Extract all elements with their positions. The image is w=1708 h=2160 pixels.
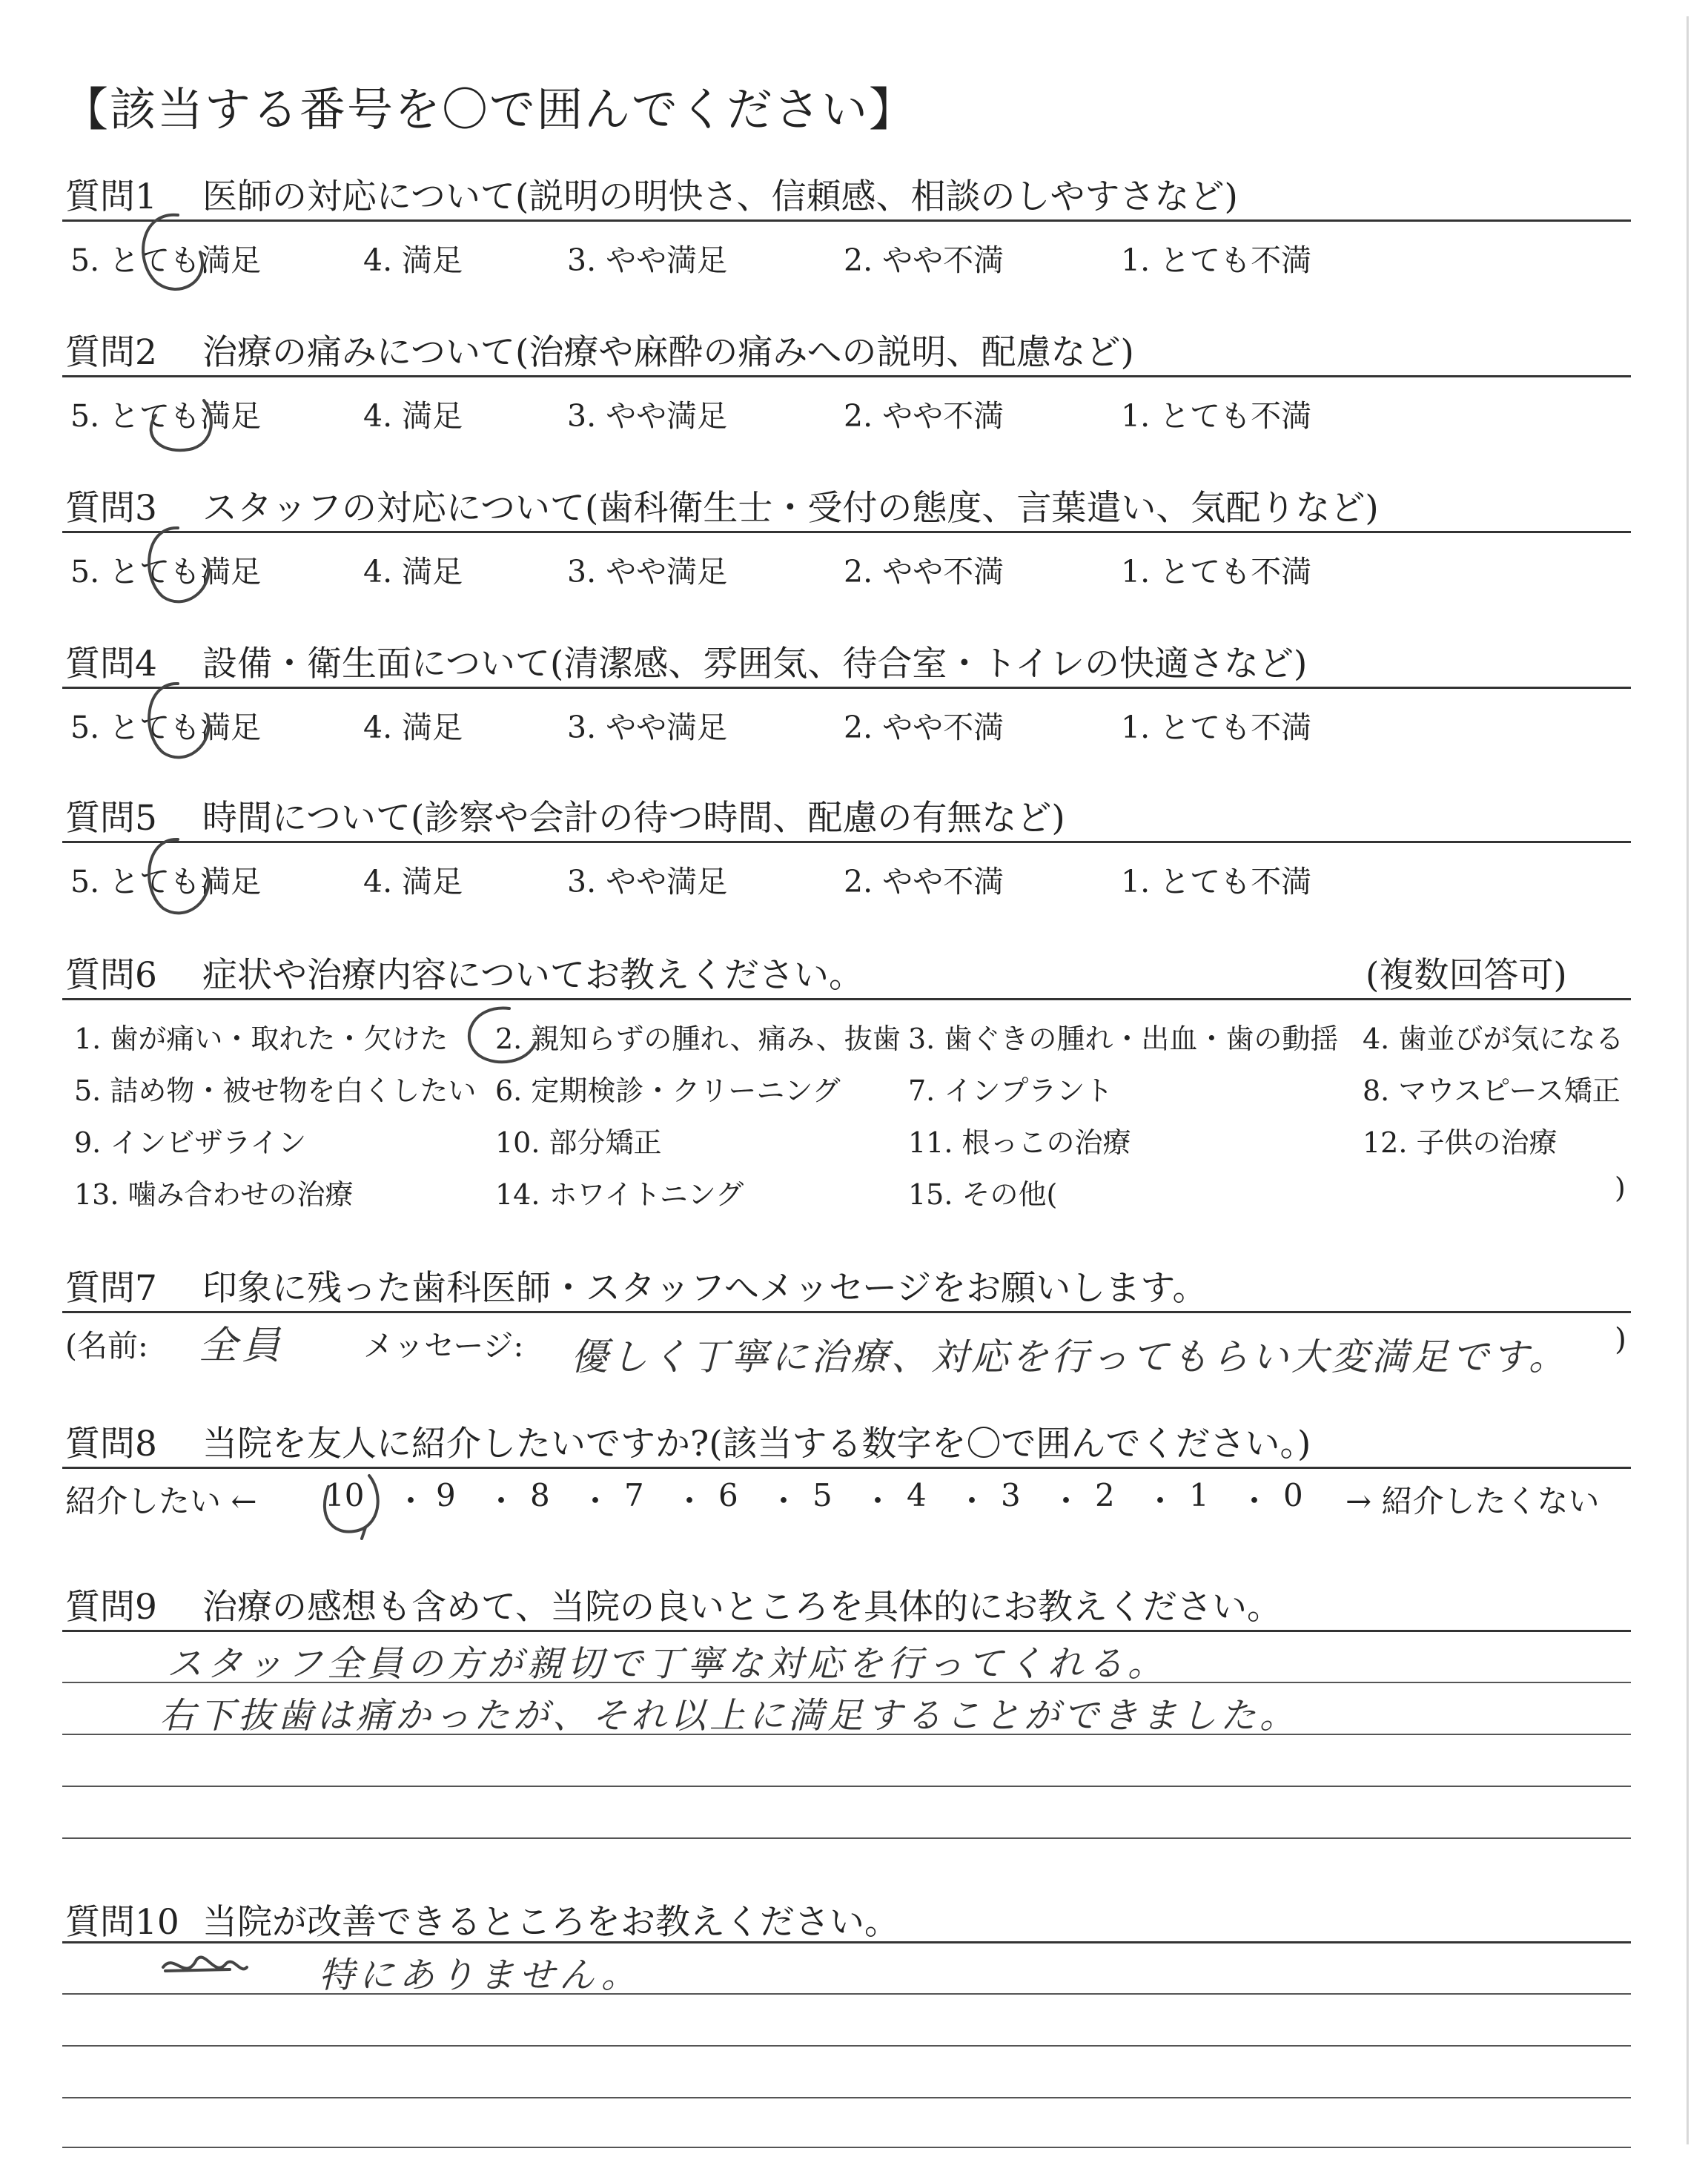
divider	[62, 1467, 1631, 1469]
score-3[interactable]: 3	[1001, 1477, 1021, 1513]
question-number: 質問5	[65, 798, 157, 839]
scale-dot: ・	[956, 1483, 988, 1519]
multiple-answers-note: (複数回答可)	[1366, 955, 1567, 996]
q3-option-4[interactable]: 4. 満足	[363, 554, 463, 589]
scale-dot: ・	[1239, 1483, 1271, 1519]
q10-answer-line-1[interactable]: 特にありません。	[319, 1955, 641, 1996]
scale-dot: ・	[674, 1483, 706, 1519]
score-10[interactable]: 10	[325, 1477, 365, 1513]
question-8	[65, 1416, 1311, 1466]
answer-line	[62, 1837, 1631, 1839]
question-text: 当院が改善できるところをお教えください。	[202, 1902, 899, 1943]
message-label: メッセージ:	[363, 1328, 524, 1364]
q5-selection-circle	[130, 830, 219, 927]
divider	[62, 687, 1631, 689]
score-2[interactable]: 2	[1095, 1477, 1115, 1513]
q8-selection-circle	[310, 1464, 391, 1539]
recommend-left-label: 紹介したい ←	[65, 1483, 257, 1519]
question-text: 設備・衛生面について(清潔感、雰囲気、待合室・トイレの快適さなど)	[202, 644, 1308, 684]
message-close-paren: )	[1615, 1321, 1626, 1357]
q3-selection-circle	[130, 519, 219, 615]
scale-dot: ・	[1145, 1483, 1176, 1519]
question-text: 症状や治療内容についてお教えください。	[202, 955, 864, 996]
question-text: 医師の対応について(説明の明快さ、信頼感、相談のしやすさなど)	[202, 176, 1238, 217]
q6-option-15[interactable]: 15. その他(	[908, 1178, 1058, 1211]
q6-option-3[interactable]: 3. 歯ぐきの腫れ・出血・歯の動揺	[908, 1023, 1339, 1055]
question-text: 印象に残った歯科医師・スタッフへメッセージをお願いします。	[202, 1268, 1208, 1309]
answer-line	[62, 2147, 1631, 2148]
q4-option-1[interactable]: 1. とても不満	[1121, 710, 1312, 745]
q4-option-5[interactable]: 5. とても満足	[70, 710, 262, 745]
q2-option-4[interactable]: 4. 満足	[363, 398, 463, 434]
question-number: 質問4	[65, 644, 157, 684]
q2-selection-circle	[133, 386, 222, 460]
q6-option-1[interactable]: 1. 歯が痛い・取れた・欠けた	[74, 1023, 448, 1055]
q6-option-6[interactable]: 6. 定期検診・クリーニング	[495, 1074, 841, 1107]
score-7[interactable]: 7	[624, 1477, 644, 1513]
question-3	[65, 480, 1379, 530]
score-4[interactable]: 4	[907, 1477, 927, 1513]
q5-option-3[interactable]: 3. やや満足	[567, 864, 728, 899]
divider	[62, 531, 1631, 533]
q2-option-2[interactable]: 2. やや不満	[844, 398, 1004, 434]
page-title: 【該当する番号を〇で囲んでください】	[62, 82, 917, 136]
q4-option-4[interactable]: 4. 満足	[363, 710, 463, 745]
q3-option-5[interactable]: 5. とても満足	[70, 554, 262, 589]
question-text: 治療の感想も含めて、当院の良いところを具体的にお教えください。	[202, 1587, 1282, 1628]
question-1	[65, 169, 1238, 219]
score-8[interactable]: 8	[530, 1477, 550, 1513]
score-6[interactable]: 6	[718, 1477, 738, 1513]
question-number: 質問2	[65, 332, 157, 373]
score-9[interactable]: 9	[436, 1477, 456, 1513]
question-number: 質問6	[65, 955, 157, 996]
q6-option-12[interactable]: 12. 子供の治療	[1363, 1126, 1558, 1159]
question-number: 質問7	[65, 1268, 157, 1309]
q5-option-1[interactable]: 1. とても不満	[1121, 864, 1312, 899]
scale-dot: ・	[486, 1483, 517, 1519]
scribbled-out-text	[159, 1949, 248, 1986]
q5-option-2[interactable]: 2. やや不満	[844, 864, 1004, 899]
question-text: 治療の痛みについて(治療や麻酔の痛みへの説明、配慮など)	[202, 332, 1134, 373]
q6-option-7[interactable]: 7. インプラント	[908, 1074, 1113, 1107]
question-9	[65, 1579, 1282, 1629]
recommend-right-label: → 紹介したくない	[1345, 1483, 1600, 1519]
q1-selection-circle	[126, 208, 215, 304]
q6-option-9[interactable]: 9. インビザライン	[74, 1126, 307, 1159]
q6-option-2[interactable]: 2. 親知らずの腫れ、痛み、抜歯	[495, 1023, 901, 1055]
q3-option-2[interactable]: 2. やや不満	[844, 554, 1004, 589]
score-1[interactable]: 1	[1189, 1477, 1209, 1513]
name-label: (名前:	[65, 1328, 148, 1364]
q5-option-4[interactable]: 4. 満足	[363, 864, 463, 899]
q1-option-5[interactable]: 5. とても満足	[70, 242, 262, 278]
score-5[interactable]: 5	[812, 1477, 833, 1513]
question-number: 質問3	[65, 488, 157, 529]
divider	[62, 1311, 1631, 1313]
q6-option-4[interactable]: 4. 歯並びが気になる	[1363, 1023, 1624, 1055]
scale-dot: ・	[768, 1483, 800, 1519]
score-0[interactable]: 0	[1283, 1477, 1303, 1513]
q6-option-8[interactable]: 8. マウスピース矯正	[1363, 1074, 1621, 1107]
question-6	[65, 948, 864, 997]
question-number: 質問10	[65, 1902, 179, 1943]
q9-answer-line-1[interactable]: スタッフ全員の方が親切で丁寧な対応を行ってくれる。	[167, 1643, 1168, 1685]
question-text: 時間について(診察や会計の待つ時間、配慮の有無など)	[202, 798, 1065, 839]
q1-option-2[interactable]: 2. やや不満	[844, 242, 1004, 278]
divider	[62, 1630, 1631, 1632]
answer-line	[62, 2097, 1631, 2098]
q6-option-14[interactable]: 14. ホワイトニング	[495, 1178, 744, 1211]
q3-option-3[interactable]: 3. やや満足	[567, 554, 728, 589]
q2-option-1[interactable]: 1. とても不満	[1121, 398, 1312, 434]
question-7	[65, 1261, 1207, 1310]
answer-line	[62, 1786, 1631, 1787]
scale-dot: ・	[580, 1483, 612, 1519]
q9-answer-line-2[interactable]: 右下抜歯は痛かったが、それ以上に満足することができました。	[159, 1695, 1300, 1737]
q2-option-5[interactable]: 5. とても満足	[70, 398, 262, 434]
q5-option-5[interactable]: 5. とても満足	[70, 864, 262, 899]
question-number: 質問1	[65, 176, 157, 217]
scale-dot: ・	[862, 1483, 894, 1519]
question-text: 当院を友人に紹介したいですか?(該当する数字を〇で囲んでください。)	[202, 1424, 1311, 1464]
message-handwritten[interactable]: 優しく丁寧に治療、対応を行ってもらい大変満足です。	[571, 1335, 1569, 1378]
answer-line	[62, 1993, 1631, 1995]
q2-option-3[interactable]: 3. やや満足	[567, 398, 728, 434]
question-text: スタッフの対応について(歯科衛生士・受付の態度、言葉遣い、気配りなど)	[202, 488, 1379, 529]
q4-option-2[interactable]: 2. やや不満	[844, 710, 1004, 745]
divider	[62, 841, 1631, 843]
q6-selection-circle	[454, 1003, 543, 1069]
question-number: 質問9	[65, 1587, 157, 1628]
divider	[62, 1941, 1631, 1943]
divider	[62, 998, 1631, 1000]
q6-option-15-close-paren: )	[1615, 1172, 1626, 1204]
q6-option-11[interactable]: 11. 根っこの治療	[908, 1126, 1131, 1159]
q6-option-10[interactable]: 10. 部分矯正	[495, 1126, 662, 1159]
scan-edge	[1687, 16, 1689, 2144]
divider	[62, 375, 1631, 377]
divider	[62, 219, 1631, 222]
answer-line	[62, 2045, 1631, 2047]
q4-selection-circle	[130, 675, 219, 771]
question-2	[65, 325, 1134, 374]
q1-option-3[interactable]: 3. やや満足	[567, 242, 728, 278]
q6-option-5[interactable]: 5. 詰め物・被せ物を白くしたい	[74, 1074, 477, 1107]
question-number: 質問8	[65, 1424, 157, 1464]
q6-option-13[interactable]: 13. 噛み合わせの治療	[74, 1178, 354, 1211]
question-4	[65, 636, 1307, 686]
question-10	[65, 1895, 899, 1944]
q1-option-1[interactable]: 1. とても不満	[1121, 242, 1312, 278]
name-handwritten[interactable]: 全員	[199, 1324, 285, 1368]
scale-dot: ・	[395, 1483, 427, 1519]
q4-option-3[interactable]: 3. やや満足	[567, 710, 728, 745]
q1-option-4[interactable]: 4. 満足	[363, 242, 463, 278]
q3-option-1[interactable]: 1. とても不満	[1121, 554, 1312, 589]
scale-dot: ・	[1050, 1483, 1082, 1519]
